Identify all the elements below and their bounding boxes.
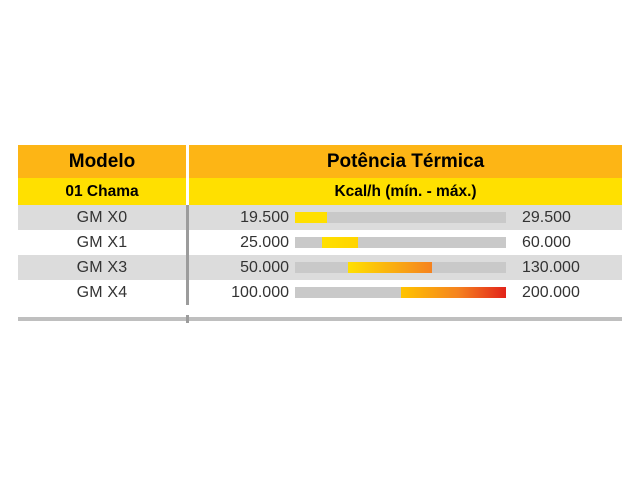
max-value: 60.000 — [522, 233, 571, 251]
min-value: 50.000 — [240, 258, 289, 276]
row-power-cell — [189, 280, 622, 305]
table-bottom-rule — [18, 317, 622, 321]
row-power-cell — [189, 255, 622, 280]
range-bar-track — [295, 262, 506, 273]
range-bar-track — [295, 212, 506, 223]
model-name: GM X3 — [76, 258, 128, 276]
max-value: 29.500 — [522, 208, 571, 226]
header-model-cell — [18, 145, 186, 178]
row-power-cell — [189, 205, 622, 230]
table-row — [18, 230, 622, 255]
divider-nub — [186, 315, 189, 323]
min-value: 19.500 — [240, 208, 289, 226]
max-value: 130.000 — [522, 258, 580, 276]
subheader-model-label: 01 Chama — [65, 182, 139, 200]
table-row — [18, 205, 622, 230]
power-table — [18, 145, 622, 305]
subheader-power-label: Kcal/h (mín. - máx.) — [334, 182, 477, 200]
row-model-cell — [18, 280, 186, 305]
table-header-primary — [18, 145, 622, 178]
table-row — [18, 280, 622, 305]
row-model-cell — [18, 255, 186, 280]
header-model-label: Modelo — [68, 150, 136, 172]
table-header-secondary — [18, 178, 622, 205]
row-model-cell — [18, 205, 186, 230]
row-power-cell — [189, 230, 622, 255]
range-bar-fill — [401, 287, 507, 298]
model-name: GM X0 — [76, 208, 128, 226]
header-power-label: Potência Térmica — [326, 150, 485, 172]
min-value: 25.000 — [240, 233, 289, 251]
header-power-cell — [189, 145, 622, 178]
subheader-model-cell — [18, 178, 186, 205]
range-bar-fill — [348, 262, 432, 273]
range-bar-fill — [295, 212, 327, 223]
table-row — [18, 255, 622, 280]
range-bar-fill — [322, 237, 358, 248]
model-name: GM X1 — [76, 233, 128, 251]
range-bar-track — [295, 287, 506, 298]
max-value: 200.000 — [522, 283, 580, 301]
range-bar-track — [295, 237, 506, 248]
min-value: 100.000 — [231, 283, 289, 301]
model-name: GM X4 — [76, 283, 128, 301]
row-model-cell — [18, 230, 186, 255]
subheader-power-cell — [189, 178, 622, 205]
